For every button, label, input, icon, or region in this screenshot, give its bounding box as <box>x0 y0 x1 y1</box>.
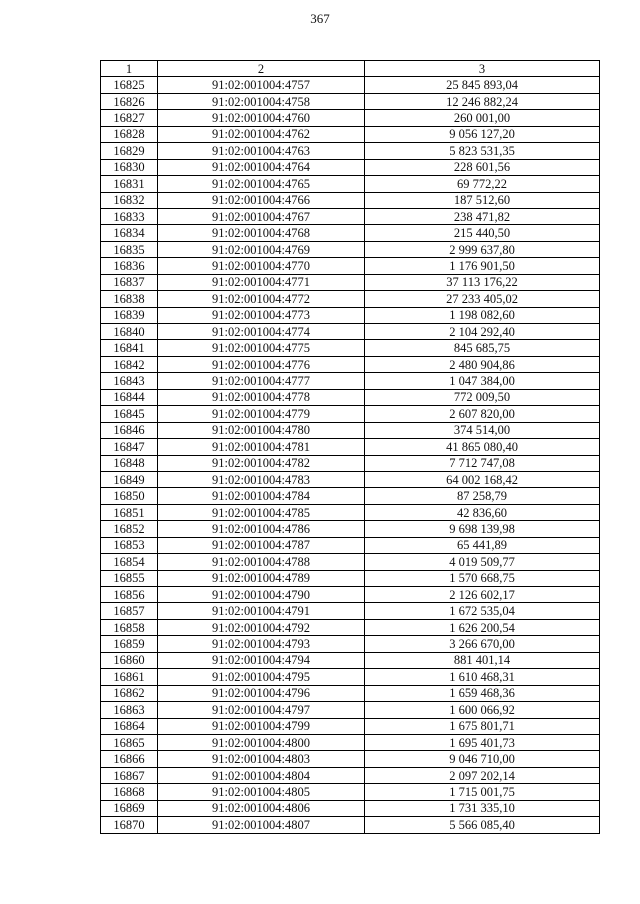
table-row <box>101 471 600 487</box>
value-cell: 2 104 292,40 <box>365 324 600 340</box>
table-row <box>101 225 600 241</box>
cadastral-number-cell: 91:02:001004:4785 <box>158 504 365 520</box>
value-cell: 187 512,60 <box>365 192 600 208</box>
cadastral-number-cell: 91:02:001004:4784 <box>158 488 365 504</box>
cadastral-number-cell: 91:02:001004:4794 <box>158 652 365 668</box>
row-number-cell: 16868 <box>101 784 158 800</box>
row-number-cell: 16858 <box>101 619 158 635</box>
row-number-cell: 16860 <box>101 652 158 668</box>
cadastral-number-cell: 91:02:001004:4800 <box>158 734 365 750</box>
table-row <box>101 274 600 290</box>
row-number-cell: 16843 <box>101 373 158 389</box>
value-cell: 9 056 127,20 <box>365 126 600 142</box>
value-cell: 1 600 066,92 <box>365 702 600 718</box>
cadastral-number-cell: 91:02:001004:4765 <box>158 176 365 192</box>
table-row <box>101 587 600 603</box>
value-cell: 1 047 384,00 <box>365 373 600 389</box>
table-row <box>101 817 600 833</box>
value-cell: 1 731 335,10 <box>365 800 600 816</box>
table-row <box>101 488 600 504</box>
value-cell: 87 258,79 <box>365 488 600 504</box>
row-number-cell: 16852 <box>101 521 158 537</box>
column-header-3: 3 <box>365 61 600 77</box>
table-row <box>101 685 600 701</box>
value-cell: 9 046 710,00 <box>365 751 600 767</box>
cadastral-number-cell: 91:02:001004:4766 <box>158 192 365 208</box>
table-row <box>101 192 600 208</box>
row-number-cell: 16836 <box>101 258 158 274</box>
cadastral-number-cell: 91:02:001004:4769 <box>158 241 365 257</box>
value-cell: 5 823 531,35 <box>365 143 600 159</box>
table-row <box>101 537 600 553</box>
row-number-cell: 16856 <box>101 587 158 603</box>
row-number-cell: 16863 <box>101 702 158 718</box>
cadastral-number-cell: 91:02:001004:4772 <box>158 291 365 307</box>
row-number-cell: 16828 <box>101 126 158 142</box>
value-cell: 4 019 509,77 <box>365 554 600 570</box>
value-cell: 228 601,56 <box>365 159 600 175</box>
row-number-cell: 16850 <box>101 488 158 504</box>
row-number-cell: 16848 <box>101 455 158 471</box>
table-row <box>101 176 600 192</box>
row-number-cell: 16835 <box>101 241 158 257</box>
cadastral-number-cell: 91:02:001004:4780 <box>158 422 365 438</box>
value-cell: 69 772,22 <box>365 176 600 192</box>
table-row <box>101 669 600 685</box>
value-cell: 772 009,50 <box>365 389 600 405</box>
cadastral-number-cell: 91:02:001004:4790 <box>158 587 365 603</box>
value-cell: 1 626 200,54 <box>365 619 600 635</box>
row-number-cell: 16839 <box>101 307 158 323</box>
table-row <box>101 570 600 586</box>
cadastral-number-cell: 91:02:001004:4773 <box>158 307 365 323</box>
row-number-cell: 16847 <box>101 439 158 455</box>
row-number-cell: 16862 <box>101 685 158 701</box>
row-number-cell: 16864 <box>101 718 158 734</box>
column-header-1: 1 <box>101 61 158 77</box>
value-cell: 2 607 820,00 <box>365 406 600 422</box>
value-cell: 2 999 637,80 <box>365 241 600 257</box>
value-cell: 1 570 668,75 <box>365 570 600 586</box>
value-cell: 1 695 401,73 <box>365 734 600 750</box>
row-number-cell: 16853 <box>101 537 158 553</box>
cadastral-number-cell: 91:02:001004:4774 <box>158 324 365 340</box>
registry-table <box>100 60 600 834</box>
value-cell: 65 441,89 <box>365 537 600 553</box>
value-cell: 42 836,60 <box>365 504 600 520</box>
value-cell: 1 176 901,50 <box>365 258 600 274</box>
row-number-cell: 16834 <box>101 225 158 241</box>
table-row <box>101 340 600 356</box>
table-row <box>101 93 600 109</box>
value-cell: 1 659 468,36 <box>365 685 600 701</box>
value-cell: 238 471,82 <box>365 208 600 224</box>
cadastral-number-cell: 91:02:001004:4799 <box>158 718 365 734</box>
table-row <box>101 143 600 159</box>
cadastral-number-cell: 91:02:001004:4789 <box>158 570 365 586</box>
cadastral-number-cell: 91:02:001004:4793 <box>158 636 365 652</box>
table-row <box>101 455 600 471</box>
table-row <box>101 258 600 274</box>
table-row <box>101 702 600 718</box>
cadastral-number-cell: 91:02:001004:4768 <box>158 225 365 241</box>
row-number-cell: 16825 <box>101 77 158 93</box>
cadastral-number-cell: 91:02:001004:4797 <box>158 702 365 718</box>
value-cell: 260 001,00 <box>365 110 600 126</box>
row-number-cell: 16861 <box>101 669 158 685</box>
value-cell: 27 233 405,02 <box>365 291 600 307</box>
table-row <box>101 603 600 619</box>
table-row <box>101 718 600 734</box>
table-row <box>101 373 600 389</box>
cadastral-number-cell: 91:02:001004:4771 <box>158 274 365 290</box>
row-number-cell: 16829 <box>101 143 158 159</box>
cadastral-number-cell: 91:02:001004:4783 <box>158 471 365 487</box>
table-row <box>101 784 600 800</box>
value-cell: 12 246 882,24 <box>365 93 600 109</box>
table-row <box>101 389 600 405</box>
row-number-cell: 16845 <box>101 406 158 422</box>
row-number-cell: 16846 <box>101 422 158 438</box>
value-cell: 1 198 082,60 <box>365 307 600 323</box>
value-cell: 3 266 670,00 <box>365 636 600 652</box>
cadastral-number-cell: 91:02:001004:4796 <box>158 685 365 701</box>
cadastral-number-cell: 91:02:001004:4781 <box>158 439 365 455</box>
row-number-cell: 16870 <box>101 817 158 833</box>
table-row <box>101 356 600 372</box>
row-number-cell: 16849 <box>101 471 158 487</box>
table-row <box>101 126 600 142</box>
value-cell: 374 514,00 <box>365 422 600 438</box>
table-row <box>101 406 600 422</box>
table-row <box>101 734 600 750</box>
table-row <box>101 291 600 307</box>
row-number-cell: 16827 <box>101 110 158 126</box>
table-row <box>101 554 600 570</box>
value-cell: 9 698 139,98 <box>365 521 600 537</box>
cadastral-number-cell: 91:02:001004:4757 <box>158 77 365 93</box>
row-number-cell: 16867 <box>101 767 158 783</box>
row-number-cell: 16832 <box>101 192 158 208</box>
cadastral-number-cell: 91:02:001004:4804 <box>158 767 365 783</box>
cadastral-number-cell: 91:02:001004:4805 <box>158 784 365 800</box>
row-number-cell: 16859 <box>101 636 158 652</box>
cadastral-number-cell: 91:02:001004:4763 <box>158 143 365 159</box>
cadastral-number-cell: 91:02:001004:4778 <box>158 389 365 405</box>
row-number-cell: 16851 <box>101 504 158 520</box>
cadastral-number-cell: 91:02:001004:4806 <box>158 800 365 816</box>
table-row <box>101 110 600 126</box>
table-row <box>101 241 600 257</box>
row-number-cell: 16826 <box>101 93 158 109</box>
table-row <box>101 767 600 783</box>
row-number-cell: 16842 <box>101 356 158 372</box>
value-cell: 25 845 893,04 <box>365 77 600 93</box>
row-number-cell: 16841 <box>101 340 158 356</box>
row-number-cell: 16837 <box>101 274 158 290</box>
table-row <box>101 652 600 668</box>
table-row <box>101 521 600 537</box>
cadastral-number-cell: 91:02:001004:4758 <box>158 93 365 109</box>
cadastral-number-cell: 91:02:001004:4779 <box>158 406 365 422</box>
value-cell: 2 126 602,17 <box>365 587 600 603</box>
cadastral-number-cell: 91:02:001004:4762 <box>158 126 365 142</box>
table-row <box>101 504 600 520</box>
table-row <box>101 439 600 455</box>
row-number-cell: 16855 <box>101 570 158 586</box>
row-number-cell: 16830 <box>101 159 158 175</box>
cadastral-number-cell: 91:02:001004:4782 <box>158 455 365 471</box>
table-row <box>101 751 600 767</box>
row-number-cell: 16833 <box>101 208 158 224</box>
table-row <box>101 619 600 635</box>
table-row <box>101 77 600 93</box>
value-cell: 1 715 001,75 <box>365 784 600 800</box>
table-row <box>101 307 600 323</box>
cadastral-number-cell: 91:02:001004:4803 <box>158 751 365 767</box>
row-number-cell: 16844 <box>101 389 158 405</box>
value-cell: 2 480 904,86 <box>365 356 600 372</box>
cadastral-number-cell: 91:02:001004:4807 <box>158 817 365 833</box>
table-row <box>101 636 600 652</box>
row-number-cell: 16865 <box>101 734 158 750</box>
value-cell: 1 675 801,71 <box>365 718 600 734</box>
row-number-cell: 16838 <box>101 291 158 307</box>
cadastral-number-cell: 91:02:001004:4760 <box>158 110 365 126</box>
column-header-2: 2 <box>158 61 365 77</box>
row-number-cell: 16831 <box>101 176 158 192</box>
table-row <box>101 422 600 438</box>
row-number-cell: 16866 <box>101 751 158 767</box>
value-cell: 2 097 202,14 <box>365 767 600 783</box>
value-cell: 64 002 168,42 <box>365 471 600 487</box>
value-cell: 1 672 535,04 <box>365 603 600 619</box>
cadastral-number-cell: 91:02:001004:4791 <box>158 603 365 619</box>
cadastral-number-cell: 91:02:001004:4775 <box>158 340 365 356</box>
cadastral-number-cell: 91:02:001004:4764 <box>158 159 365 175</box>
table-row <box>101 159 600 175</box>
table-row <box>101 324 600 340</box>
row-number-cell: 16854 <box>101 554 158 570</box>
table-row <box>101 208 600 224</box>
cadastral-number-cell: 91:02:001004:4788 <box>158 554 365 570</box>
value-cell: 41 865 080,40 <box>365 439 600 455</box>
table-row <box>101 800 600 816</box>
cadastral-number-cell: 91:02:001004:4792 <box>158 619 365 635</box>
row-number-cell: 16840 <box>101 324 158 340</box>
cadastral-number-cell: 91:02:001004:4776 <box>158 356 365 372</box>
value-cell: 37 113 176,22 <box>365 274 600 290</box>
row-number-cell: 16869 <box>101 800 158 816</box>
table-header-row <box>101 61 600 77</box>
value-cell: 215 440,50 <box>365 225 600 241</box>
cadastral-number-cell: 91:02:001004:4786 <box>158 521 365 537</box>
value-cell: 845 685,75 <box>365 340 600 356</box>
cadastral-number-cell: 91:02:001004:4795 <box>158 669 365 685</box>
value-cell: 881 401,14 <box>365 652 600 668</box>
row-number-cell: 16857 <box>101 603 158 619</box>
value-cell: 5 566 085,40 <box>365 817 600 833</box>
value-cell: 7 712 747,08 <box>365 455 600 471</box>
cadastral-number-cell: 91:02:001004:4787 <box>158 537 365 553</box>
cadastral-number-cell: 91:02:001004:4767 <box>158 208 365 224</box>
value-cell: 1 610 468,31 <box>365 669 600 685</box>
table-body <box>101 77 600 833</box>
cadastral-number-cell: 91:02:001004:4770 <box>158 258 365 274</box>
page-number: 367 <box>310 11 330 26</box>
cadastral-number-cell: 91:02:001004:4777 <box>158 373 365 389</box>
